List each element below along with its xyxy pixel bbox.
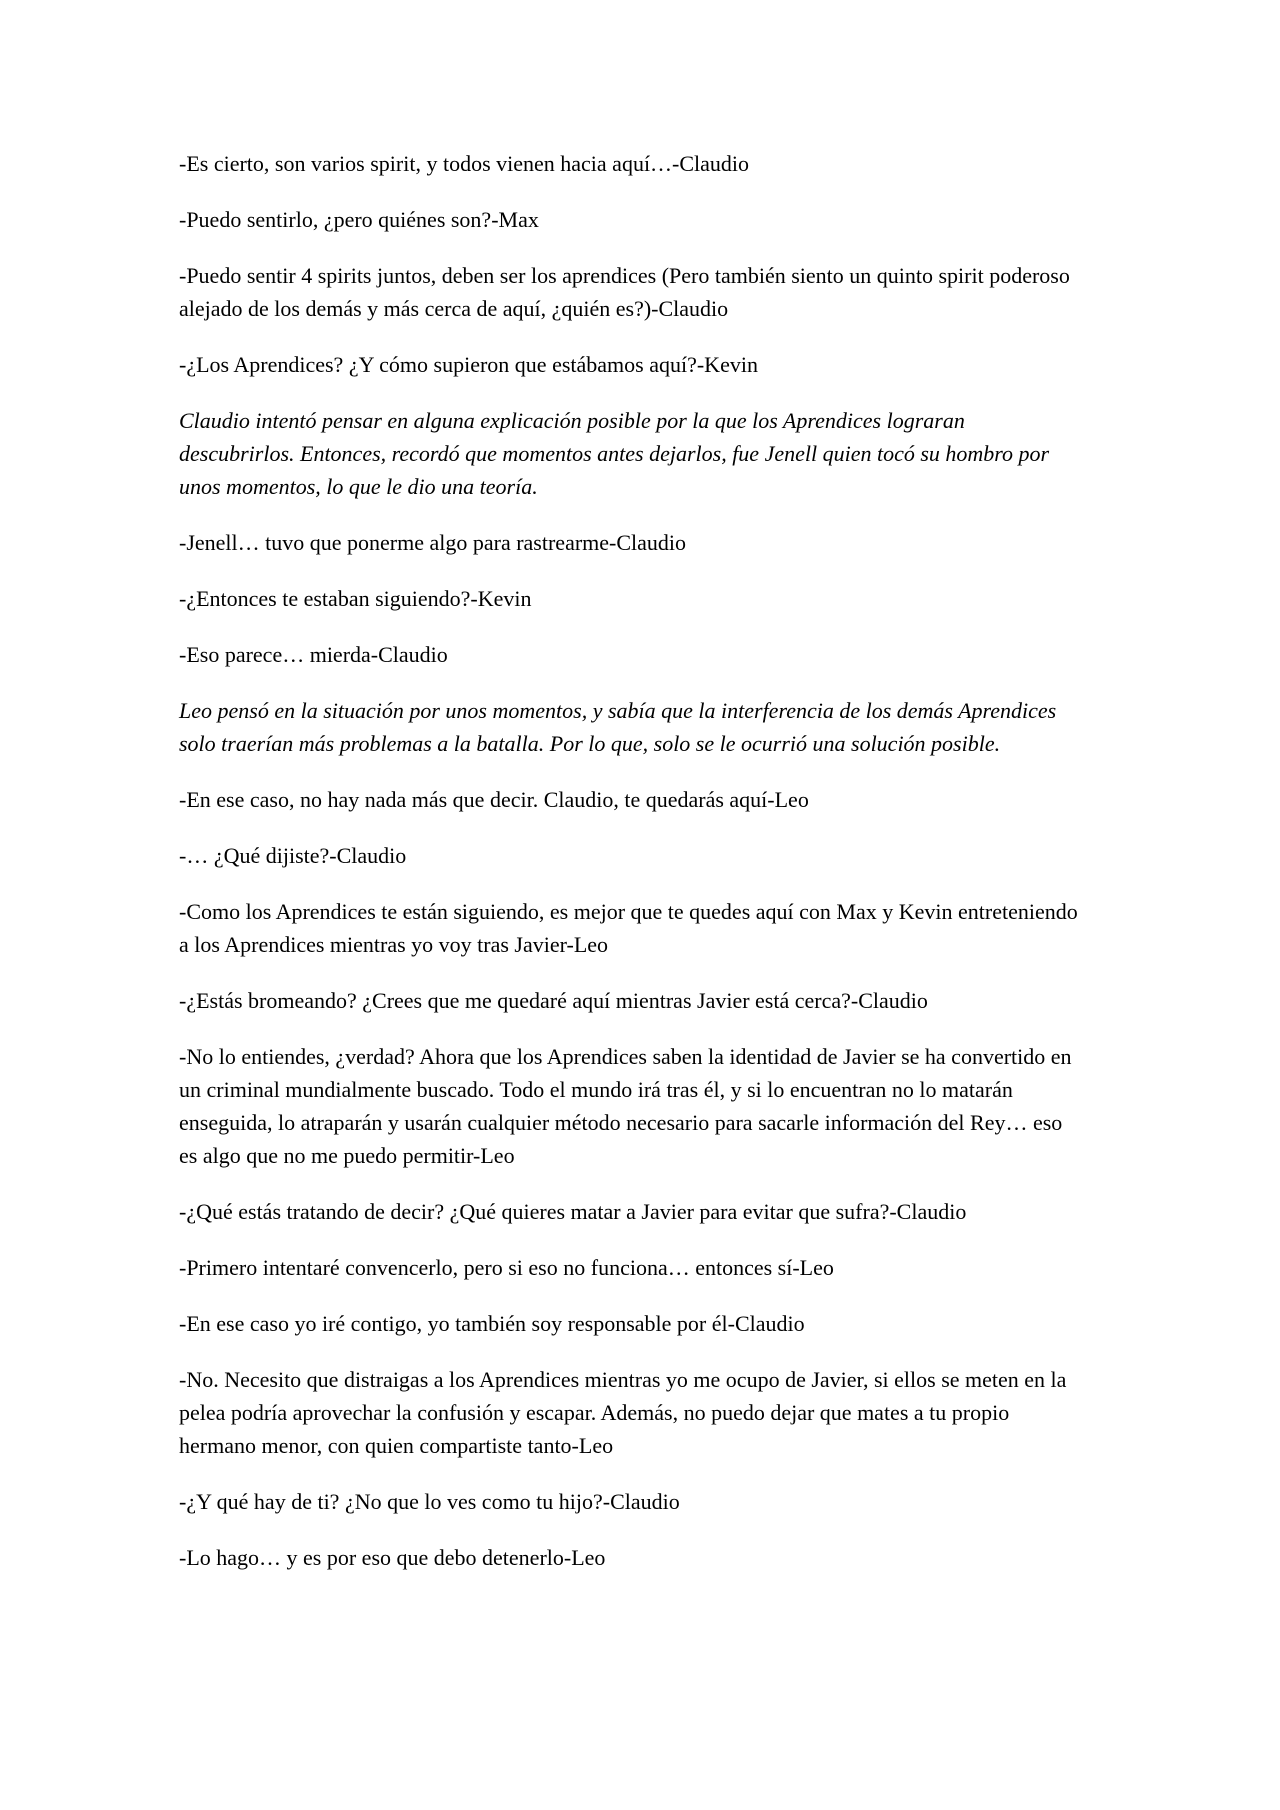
dialogue-paragraph: -Primero intentaré convencerlo, pero si eso no funciona… entonces sí-Leo — [179, 1255, 834, 1280]
dialogue-paragraph: -No lo entiendes, ¿verdad? Ahora que los Aprendices saben la identidad de Javier se ha convertido en un criminal mundialmente buscado. Todo el mundo irá tras él, y si lo encuentran no lo matarán enseguida, lo atraparán y usarán cualquier método necesario para sacarle información del Rey… eso es algo que no me puedo permitir-Leo — [179, 1044, 1072, 1168]
narration-paragraph: Claudio intentó pensar en alguna explicación posible por la que los Aprendices lograran descubrirlos. Entonces, recordó que momentos antes dejarlos, fue Jenell quien tocó su hombro por unos momentos, lo que le dio una teoría. — [179, 408, 1050, 499]
dialogue-paragraph: -… ¿Qué dijiste?-Claudio — [179, 843, 407, 868]
dialogue-paragraph: -¿Qué estás tratando de decir? ¿Qué quieres matar a Javier para evitar que sufra?-Claudio — [179, 1199, 967, 1224]
dialogue-paragraph: -En ese caso yo iré contigo, yo también soy responsable por él-Claudio — [179, 1311, 805, 1336]
dialogue-paragraph: -Eso parece… mierda-Claudio — [179, 642, 448, 667]
dialogue-paragraph: -Jenell… tuvo que ponerme algo para rastrearme-Claudio — [179, 530, 687, 555]
dialogue-paragraph: -Puedo sentir 4 spirits juntos, deben ser los aprendices (Pero también siento un quinto spirit poderoso alejado de los demás y más cerca de aquí, ¿quién es?)-Claudio — [179, 263, 1070, 321]
dialogue-paragraph: -¿Estás bromeando? ¿Crees que me quedaré aquí mientras Javier está cerca?-Claudio — [179, 988, 928, 1013]
dialogue-paragraph: -Puedo sentirlo, ¿pero quiénes son?-Max — [179, 207, 539, 232]
dialogue-paragraph: -¿Entonces te estaban siguiendo?-Kevin — [179, 586, 532, 611]
dialogue-paragraph: -Es cierto, son varios spirit, y todos vienen hacia aquí…-Claudio — [179, 151, 750, 176]
dialogue-paragraph: -No. Necesito que distraigas a los Aprendices mientras yo me ocupo de Javier, si ellos se meten en la pelea podría aprovechar la confusión y escapar. Además, no puedo dejar que mates a tu propio hermano menor, con quien compartiste tanto-Leo — [179, 1367, 1067, 1458]
dialogue-paragraph: -En ese caso, no hay nada más que decir. Claudio, te quedarás aquí-Leo — [179, 787, 809, 812]
dialogue-paragraph: -¿Y qué hay de ti? ¿No que lo ves como tu hijo?-Claudio — [179, 1489, 680, 1514]
narration-paragraph: Leo pensó en la situación por unos momentos, y sabía que la interferencia de los demás Aprendices solo traerían más problemas a la batalla. Por lo que, solo se le ocurrió una solución posible. — [179, 698, 1057, 756]
dialogue-paragraph: -Como los Aprendices te están siguiendo, es mejor que te quedes aquí con Max y Kevin entreteniendo a los Aprendices mientras yo voy tras Javier-Leo — [179, 899, 1078, 957]
text-column — [179, 147, 1084, 1574]
dialogue-paragraph: -¿Los Aprendices? ¿Y cómo supieron que estábamos aquí?-Kevin — [179, 352, 758, 377]
dialogue-paragraph: -Lo hago… y es por eso que debo detenerlo-Leo — [179, 1545, 606, 1570]
